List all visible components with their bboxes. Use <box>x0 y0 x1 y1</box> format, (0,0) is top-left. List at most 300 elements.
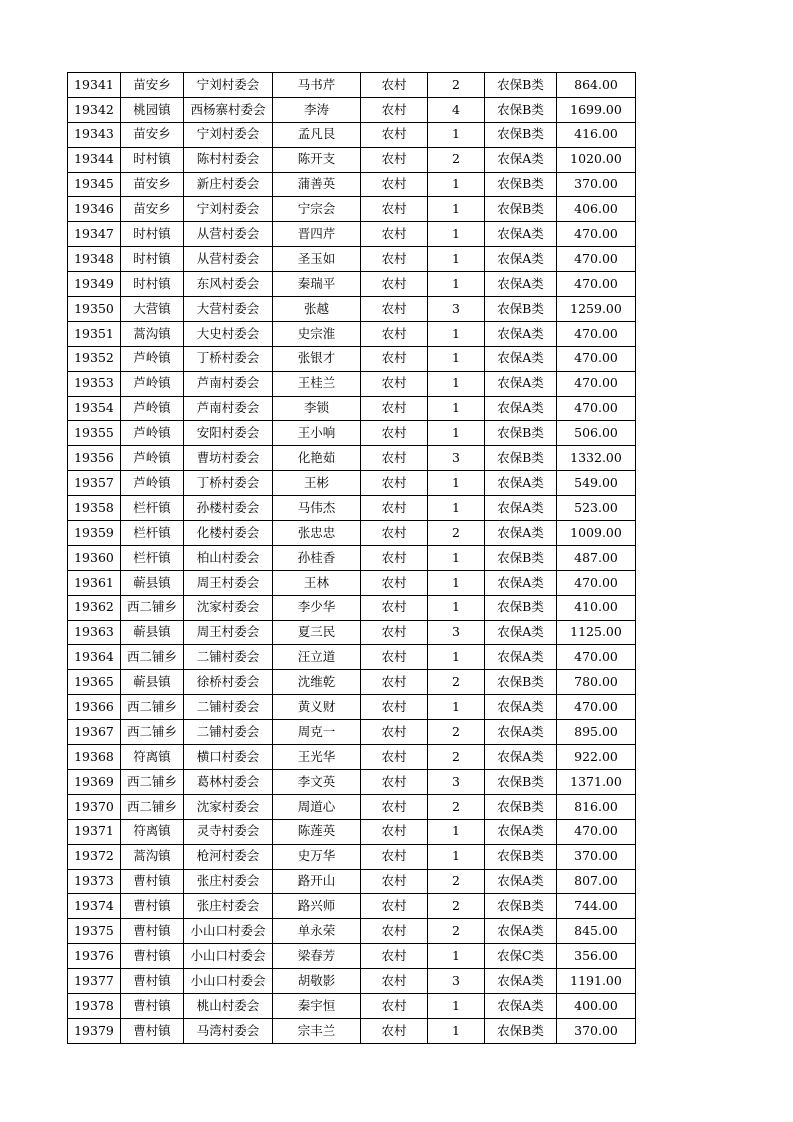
amount-cell: 1259.00 <box>557 297 636 322</box>
household-size-cell: 1 <box>428 396 485 421</box>
table-row <box>68 794 636 819</box>
amount-cell: 780.00 <box>557 670 636 695</box>
amount-cell: 470.00 <box>557 371 636 396</box>
insurance-category-cell: 农保A类 <box>485 869 557 894</box>
record-id-cell: 19366 <box>68 695 121 720</box>
amount-cell: 470.00 <box>557 272 636 297</box>
township-cell: 苗安乡 <box>121 73 184 98</box>
household-size-cell: 1 <box>428 122 485 147</box>
insurance-category-cell: 农保B类 <box>485 122 557 147</box>
record-id-cell: 19358 <box>68 496 121 521</box>
township-cell: 西二铺乡 <box>121 794 184 819</box>
township-cell: 蕲县镇 <box>121 620 184 645</box>
household-size-cell: 1 <box>428 421 485 446</box>
household-size-cell: 1 <box>428 496 485 521</box>
table-row <box>68 570 636 595</box>
household-size-cell: 2 <box>428 919 485 944</box>
amount-cell: 1020.00 <box>557 147 636 172</box>
insurance-category-cell: 农保A类 <box>485 570 557 595</box>
name-cell: 胡敬影 <box>273 969 361 994</box>
amount-cell: 416.00 <box>557 122 636 147</box>
amount-cell: 400.00 <box>557 993 636 1018</box>
record-id-cell: 19360 <box>68 545 121 570</box>
area-type-cell: 农村 <box>361 97 428 122</box>
area-type-cell: 农村 <box>361 371 428 396</box>
amount-cell: 845.00 <box>557 919 636 944</box>
township-cell: 西二铺乡 <box>121 720 184 745</box>
record-id-cell: 19378 <box>68 993 121 1018</box>
record-id-cell: 19377 <box>68 969 121 994</box>
household-size-cell: 3 <box>428 969 485 994</box>
household-size-cell: 1 <box>428 222 485 247</box>
name-cell: 王彬 <box>273 471 361 496</box>
table-row <box>68 496 636 521</box>
insurance-category-cell: 农保A类 <box>485 695 557 720</box>
amount-cell: 470.00 <box>557 819 636 844</box>
village-committee-cell: 新庄村委会 <box>184 172 273 197</box>
name-cell: 秦瑞平 <box>273 272 361 297</box>
village-committee-cell: 桃山村委会 <box>184 993 273 1018</box>
village-committee-cell: 沈家村委会 <box>184 794 273 819</box>
village-committee-cell: 大营村委会 <box>184 297 273 322</box>
household-size-cell: 1 <box>428 321 485 346</box>
insurance-category-cell: 农保A类 <box>485 969 557 994</box>
record-id-cell: 19373 <box>68 869 121 894</box>
household-size-cell: 1 <box>428 545 485 570</box>
amount-cell: 356.00 <box>557 944 636 969</box>
township-cell: 西二铺乡 <box>121 695 184 720</box>
village-committee-cell: 马湾村委会 <box>184 1018 273 1043</box>
household-size-cell: 1 <box>428 844 485 869</box>
name-cell: 陈莲英 <box>273 819 361 844</box>
township-cell: 时村镇 <box>121 147 184 172</box>
area-type-cell: 农村 <box>361 73 428 98</box>
village-committee-cell: 小山口村委会 <box>184 969 273 994</box>
village-committee-cell: 安阳村委会 <box>184 421 273 446</box>
area-type-cell: 农村 <box>361 521 428 546</box>
name-cell: 陈开支 <box>273 147 361 172</box>
table-row <box>68 396 636 421</box>
name-cell: 史万华 <box>273 844 361 869</box>
township-cell: 西二铺乡 <box>121 769 184 794</box>
area-type-cell: 农村 <box>361 122 428 147</box>
amount-cell: 370.00 <box>557 1018 636 1043</box>
area-type-cell: 农村 <box>361 993 428 1018</box>
household-size-cell: 1 <box>428 1018 485 1043</box>
table-row <box>68 919 636 944</box>
amount-cell: 1332.00 <box>557 446 636 471</box>
record-id-cell: 19347 <box>68 222 121 247</box>
village-committee-cell: 陈村村委会 <box>184 147 273 172</box>
amount-cell: 807.00 <box>557 869 636 894</box>
table-row <box>68 197 636 222</box>
household-size-cell: 1 <box>428 570 485 595</box>
insurance-category-cell: 农保A类 <box>485 346 557 371</box>
table-row <box>68 346 636 371</box>
township-cell: 苗安乡 <box>121 172 184 197</box>
record-id-cell: 19372 <box>68 844 121 869</box>
insurance-category-cell: 农保A类 <box>485 745 557 770</box>
household-size-cell: 1 <box>428 471 485 496</box>
table-row <box>68 993 636 1018</box>
amount-cell: 549.00 <box>557 471 636 496</box>
area-type-cell: 农村 <box>361 471 428 496</box>
insurance-category-cell: 农保B类 <box>485 97 557 122</box>
name-cell: 蒲善英 <box>273 172 361 197</box>
table-row <box>68 421 636 446</box>
name-cell: 化艳茹 <box>273 446 361 471</box>
township-cell: 蕲县镇 <box>121 570 184 595</box>
name-cell: 圣玉如 <box>273 247 361 272</box>
village-committee-cell: 孙楼村委会 <box>184 496 273 521</box>
township-cell: 桃园镇 <box>121 97 184 122</box>
table-row <box>68 745 636 770</box>
record-id-cell: 19353 <box>68 371 121 396</box>
name-cell: 王小响 <box>273 421 361 446</box>
name-cell: 路兴师 <box>273 894 361 919</box>
insurance-category-cell: 农保A类 <box>485 919 557 944</box>
name-cell: 张忠忠 <box>273 521 361 546</box>
village-committee-cell: 小山口村委会 <box>184 919 273 944</box>
table-row <box>68 172 636 197</box>
household-size-cell: 1 <box>428 247 485 272</box>
area-type-cell: 农村 <box>361 894 428 919</box>
insurance-category-cell: 农保A类 <box>485 147 557 172</box>
record-id-cell: 19361 <box>68 570 121 595</box>
village-committee-cell: 宁刘村委会 <box>184 73 273 98</box>
amount-cell: 895.00 <box>557 720 636 745</box>
record-id-cell: 19369 <box>68 769 121 794</box>
amount-cell: 406.00 <box>557 197 636 222</box>
area-type-cell: 农村 <box>361 695 428 720</box>
name-cell: 孟凡艮 <box>273 122 361 147</box>
area-type-cell: 农村 <box>361 869 428 894</box>
township-cell: 曹村镇 <box>121 1018 184 1043</box>
name-cell: 马书芹 <box>273 73 361 98</box>
insurance-category-cell: 农保B类 <box>485 545 557 570</box>
area-type-cell: 农村 <box>361 147 428 172</box>
township-cell: 曹村镇 <box>121 894 184 919</box>
name-cell: 沈维乾 <box>273 670 361 695</box>
household-size-cell: 1 <box>428 371 485 396</box>
name-cell: 汪立道 <box>273 645 361 670</box>
village-committee-cell: 柏山村委会 <box>184 545 273 570</box>
township-cell: 蒿沟镇 <box>121 844 184 869</box>
township-cell: 栏杆镇 <box>121 496 184 521</box>
village-committee-cell: 宁刘村委会 <box>184 122 273 147</box>
amount-cell: 470.00 <box>557 695 636 720</box>
township-cell: 符离镇 <box>121 745 184 770</box>
insurance-category-cell: 农保B类 <box>485 794 557 819</box>
record-id-cell: 19350 <box>68 297 121 322</box>
table-row <box>68 1018 636 1043</box>
record-id-cell: 19354 <box>68 396 121 421</box>
record-id-cell: 19365 <box>68 670 121 695</box>
village-committee-cell: 小山口村委会 <box>184 944 273 969</box>
village-committee-cell: 二铺村委会 <box>184 695 273 720</box>
record-id-cell: 19359 <box>68 521 121 546</box>
table-row <box>68 944 636 969</box>
insurance-category-cell: 农保B类 <box>485 844 557 869</box>
insurance-category-cell: 农保C类 <box>485 944 557 969</box>
area-type-cell: 农村 <box>361 1018 428 1043</box>
insurance-category-cell: 农保A类 <box>485 471 557 496</box>
table-row <box>68 371 636 396</box>
village-committee-cell: 周王村委会 <box>184 620 273 645</box>
township-cell: 时村镇 <box>121 247 184 272</box>
area-type-cell: 农村 <box>361 794 428 819</box>
village-committee-cell: 西杨寨村委会 <box>184 97 273 122</box>
name-cell: 张越 <box>273 297 361 322</box>
household-size-cell: 2 <box>428 745 485 770</box>
name-cell: 孙桂香 <box>273 545 361 570</box>
name-cell: 晋四芹 <box>273 222 361 247</box>
village-committee-cell: 曹坊村委会 <box>184 446 273 471</box>
record-id-cell: 19368 <box>68 745 121 770</box>
area-type-cell: 农村 <box>361 545 428 570</box>
record-id-cell: 19370 <box>68 794 121 819</box>
household-size-cell: 1 <box>428 172 485 197</box>
table-row <box>68 321 636 346</box>
household-size-cell: 1 <box>428 944 485 969</box>
village-committee-cell: 横口村委会 <box>184 745 273 770</box>
household-size-cell: 1 <box>428 346 485 371</box>
record-id-cell: 19376 <box>68 944 121 969</box>
record-id-cell: 19352 <box>68 346 121 371</box>
name-cell: 王光华 <box>273 745 361 770</box>
insurance-category-cell: 农保A类 <box>485 396 557 421</box>
area-type-cell: 农村 <box>361 769 428 794</box>
household-size-cell: 2 <box>428 869 485 894</box>
amount-cell: 470.00 <box>557 247 636 272</box>
area-type-cell: 农村 <box>361 670 428 695</box>
record-id-cell: 19374 <box>68 894 121 919</box>
household-size-cell: 2 <box>428 894 485 919</box>
name-cell: 路开山 <box>273 869 361 894</box>
amount-cell: 470.00 <box>557 396 636 421</box>
area-type-cell: 农村 <box>361 969 428 994</box>
table-row <box>68 222 636 247</box>
table-row <box>68 844 636 869</box>
amount-cell: 487.00 <box>557 545 636 570</box>
household-size-cell: 2 <box>428 670 485 695</box>
household-size-cell: 2 <box>428 73 485 98</box>
relief-roster-table <box>67 72 636 1044</box>
amount-cell: 470.00 <box>557 570 636 595</box>
name-cell: 秦宇恒 <box>273 993 361 1018</box>
household-size-cell: 1 <box>428 993 485 1018</box>
amount-cell: 1009.00 <box>557 521 636 546</box>
amount-cell: 523.00 <box>557 496 636 521</box>
village-committee-cell: 丁桥村委会 <box>184 346 273 371</box>
insurance-category-cell: 农保B类 <box>485 421 557 446</box>
household-size-cell: 1 <box>428 819 485 844</box>
area-type-cell: 农村 <box>361 172 428 197</box>
household-size-cell: 1 <box>428 272 485 297</box>
amount-cell: 470.00 <box>557 645 636 670</box>
record-id-cell: 19364 <box>68 645 121 670</box>
amount-cell: 1125.00 <box>557 620 636 645</box>
area-type-cell: 农村 <box>361 844 428 869</box>
insurance-category-cell: 农保B类 <box>485 297 557 322</box>
area-type-cell: 农村 <box>361 944 428 969</box>
village-committee-cell: 周王村委会 <box>184 570 273 595</box>
area-type-cell: 农村 <box>361 421 428 446</box>
table-row <box>68 645 636 670</box>
insurance-category-cell: 农保B类 <box>485 446 557 471</box>
record-id-cell: 19379 <box>68 1018 121 1043</box>
insurance-category-cell: 农保A类 <box>485 321 557 346</box>
village-committee-cell: 芦南村委会 <box>184 396 273 421</box>
insurance-category-cell: 农保A类 <box>485 496 557 521</box>
record-id-cell: 19342 <box>68 97 121 122</box>
township-cell: 栏杆镇 <box>121 545 184 570</box>
table-row <box>68 695 636 720</box>
name-cell: 李锁 <box>273 396 361 421</box>
table-row <box>68 97 636 122</box>
insurance-category-cell: 农保B类 <box>485 769 557 794</box>
name-cell: 梁春芳 <box>273 944 361 969</box>
village-committee-cell: 芦南村委会 <box>184 371 273 396</box>
amount-cell: 370.00 <box>557 844 636 869</box>
township-cell: 西二铺乡 <box>121 595 184 620</box>
area-type-cell: 农村 <box>361 819 428 844</box>
village-committee-cell: 张庄村委会 <box>184 869 273 894</box>
township-cell: 曹村镇 <box>121 869 184 894</box>
area-type-cell: 农村 <box>361 346 428 371</box>
township-cell: 苗安乡 <box>121 122 184 147</box>
record-id-cell: 19343 <box>68 122 121 147</box>
area-type-cell: 农村 <box>361 222 428 247</box>
name-cell: 王桂兰 <box>273 371 361 396</box>
township-cell: 芦岭镇 <box>121 371 184 396</box>
record-id-cell: 19349 <box>68 272 121 297</box>
area-type-cell: 农村 <box>361 570 428 595</box>
area-type-cell: 农村 <box>361 272 428 297</box>
name-cell: 李少华 <box>273 595 361 620</box>
township-cell: 时村镇 <box>121 222 184 247</box>
household-size-cell: 2 <box>428 794 485 819</box>
amount-cell: 470.00 <box>557 346 636 371</box>
name-cell: 宁宗会 <box>273 197 361 222</box>
area-type-cell: 农村 <box>361 247 428 272</box>
township-cell: 蕲县镇 <box>121 670 184 695</box>
amount-cell: 410.00 <box>557 595 636 620</box>
amount-cell: 1699.00 <box>557 97 636 122</box>
insurance-category-cell: 农保A类 <box>485 222 557 247</box>
insurance-category-cell: 农保A类 <box>485 272 557 297</box>
village-committee-cell: 丁桥村委会 <box>184 471 273 496</box>
record-id-cell: 19341 <box>68 73 121 98</box>
insurance-category-cell: 农保B类 <box>485 172 557 197</box>
village-committee-cell: 徐桥村委会 <box>184 670 273 695</box>
insurance-category-cell: 农保A类 <box>485 521 557 546</box>
township-cell: 芦岭镇 <box>121 346 184 371</box>
record-id-cell: 19363 <box>68 620 121 645</box>
insurance-category-cell: 农保A类 <box>485 247 557 272</box>
amount-cell: 1371.00 <box>557 769 636 794</box>
household-size-cell: 1 <box>428 645 485 670</box>
record-id-cell: 19346 <box>68 197 121 222</box>
insurance-category-cell: 农保B类 <box>485 894 557 919</box>
table-row <box>68 670 636 695</box>
township-cell: 芦岭镇 <box>121 421 184 446</box>
area-type-cell: 农村 <box>361 496 428 521</box>
village-committee-cell: 大史村委会 <box>184 321 273 346</box>
township-cell: 西二铺乡 <box>121 645 184 670</box>
table-row <box>68 297 636 322</box>
area-type-cell: 农村 <box>361 446 428 471</box>
village-committee-cell: 从营村委会 <box>184 222 273 247</box>
table-row <box>68 446 636 471</box>
table-row <box>68 471 636 496</box>
name-cell: 周克一 <box>273 720 361 745</box>
village-committee-cell: 灵寺村委会 <box>184 819 273 844</box>
amount-cell: 506.00 <box>557 421 636 446</box>
household-size-cell: 3 <box>428 446 485 471</box>
area-type-cell: 农村 <box>361 645 428 670</box>
name-cell: 张银才 <box>273 346 361 371</box>
name-cell: 李涛 <box>273 97 361 122</box>
insurance-category-cell: 农保A类 <box>485 645 557 670</box>
amount-cell: 922.00 <box>557 745 636 770</box>
insurance-category-cell: 农保B类 <box>485 595 557 620</box>
record-id-cell: 19362 <box>68 595 121 620</box>
table-row <box>68 620 636 645</box>
name-cell: 单永荣 <box>273 919 361 944</box>
household-size-cell: 4 <box>428 97 485 122</box>
township-cell: 时村镇 <box>121 272 184 297</box>
table-row <box>68 272 636 297</box>
area-type-cell: 农村 <box>361 396 428 421</box>
household-size-cell: 2 <box>428 147 485 172</box>
insurance-category-cell: 农保B类 <box>485 670 557 695</box>
amount-cell: 470.00 <box>557 321 636 346</box>
name-cell: 宗丰兰 <box>273 1018 361 1043</box>
village-committee-cell: 二铺村委会 <box>184 645 273 670</box>
name-cell: 史宗淮 <box>273 321 361 346</box>
name-cell: 周道心 <box>273 794 361 819</box>
table-row <box>68 869 636 894</box>
insurance-category-cell: 农保A类 <box>485 993 557 1018</box>
table-row <box>68 247 636 272</box>
township-cell: 曹村镇 <box>121 993 184 1018</box>
township-cell: 芦岭镇 <box>121 471 184 496</box>
insurance-category-cell: 农保B类 <box>485 73 557 98</box>
table-row <box>68 819 636 844</box>
name-cell: 夏三民 <box>273 620 361 645</box>
record-id-cell: 19356 <box>68 446 121 471</box>
household-size-cell: 1 <box>428 695 485 720</box>
area-type-cell: 农村 <box>361 297 428 322</box>
amount-cell: 470.00 <box>557 222 636 247</box>
record-id-cell: 19348 <box>68 247 121 272</box>
township-cell: 符离镇 <box>121 819 184 844</box>
village-committee-cell: 宁刘村委会 <box>184 197 273 222</box>
village-committee-cell: 化楼村委会 <box>184 521 273 546</box>
household-size-cell: 3 <box>428 769 485 794</box>
area-type-cell: 农村 <box>361 321 428 346</box>
area-type-cell: 农村 <box>361 197 428 222</box>
amount-cell: 370.00 <box>557 172 636 197</box>
household-size-cell: 2 <box>428 720 485 745</box>
insurance-category-cell: 农保A类 <box>485 371 557 396</box>
amount-cell: 816.00 <box>557 794 636 819</box>
insurance-category-cell: 农保A类 <box>485 620 557 645</box>
township-cell: 蒿沟镇 <box>121 321 184 346</box>
insurance-category-cell: 农保A类 <box>485 720 557 745</box>
name-cell: 王林 <box>273 570 361 595</box>
